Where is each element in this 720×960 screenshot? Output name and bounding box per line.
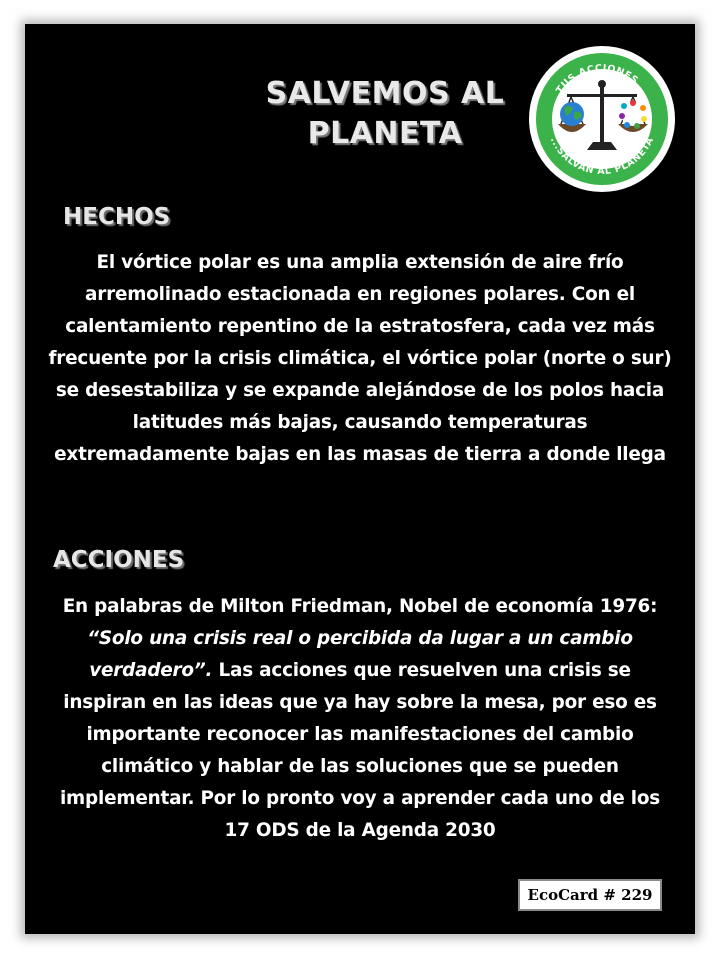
title-line-2: PLANETA	[307, 116, 463, 151]
page-title	[185, 74, 585, 154]
title-line-1: SALVEMOS AL	[265, 76, 505, 111]
eco-card	[25, 24, 695, 934]
tus-acciones-logo	[527, 44, 677, 194]
globe-icon	[560, 102, 584, 126]
logo-bottom-text: ...SALVAN AL PLANETA	[547, 135, 657, 178]
logo-top-text: TUS ACCIONES...	[554, 62, 650, 96]
acciones-text	[45, 591, 675, 847]
hechos-heading: HECHOS	[63, 204, 171, 230]
acciones-heading: ACCIONES	[53, 547, 185, 573]
friedman-quote: “Solo una crisis real o percibida da lugar a un cambio verdadero”.	[87, 628, 633, 681]
ecocard-badge: EcoCard # 229	[518, 879, 662, 911]
hechos-text: El vórtice polar es una amplia extensión de aire frío arremolinado estacionada en regiones polares. Con el calentamiento repentino de la estratosfera, cada vez más frecuente por la crisis climática, el vórtice polar (norte o sur) se desestabiliza y se expande alejándose de los polos hacia latitudes más bajas, causando temperaturas extremadamente bajas en las masas de tierra a donde llega	[48, 252, 672, 465]
acciones-rest: Las acciones que resuelven una crisis se inspiran en las ideas que ya hay sobre la mesa, por eso es importante reconocer las manifestaciones del cambio climático y hablar de las soluciones que se pueden implementar. Por lo pronto voy a aprender cada uno de los 17 ODS de la Agenda 2030	[59, 660, 661, 841]
acciones-intro: En palabras de Milton Friedman, Nobel de economía 1976:	[62, 596, 658, 617]
